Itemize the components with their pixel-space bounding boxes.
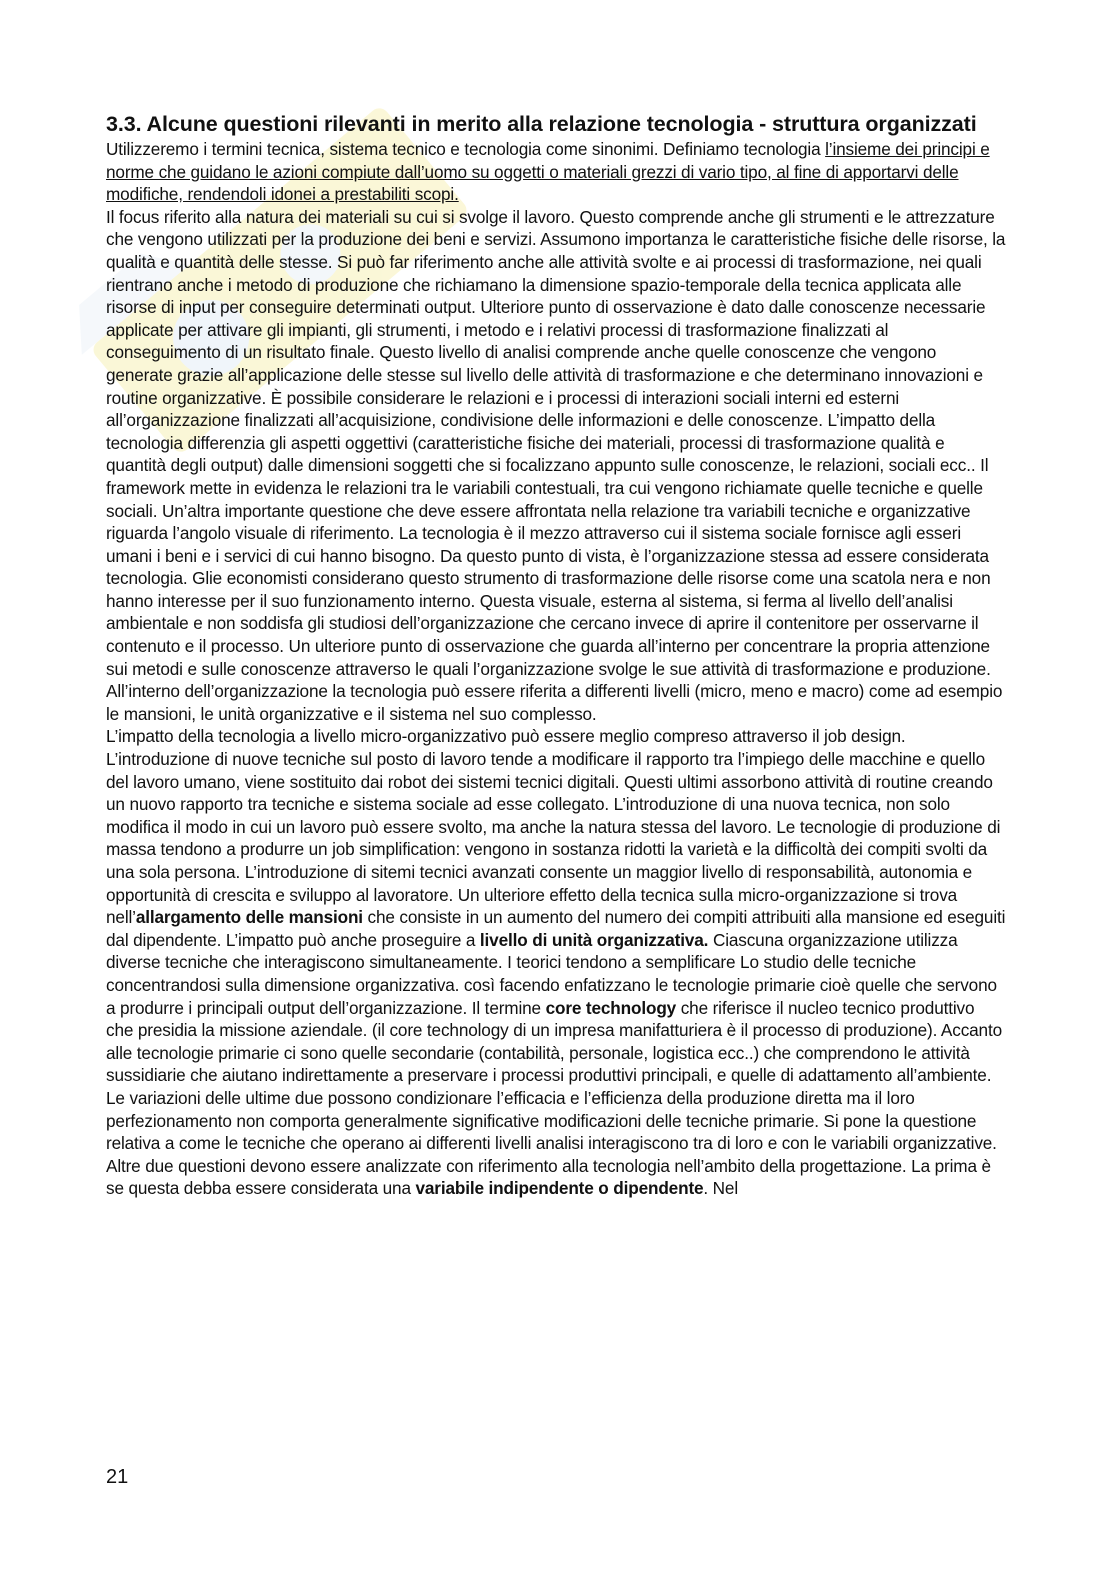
paragraph-text: Ciascuna organizzazione utilizza diverse tecniche che interagiscono simultaneamente. I teorici tendono a semplificare Lo studio delle tecniche concentrandosi sulla dimensione organizzativa. così facendo enfatizzano le tecnologie primarie cioè quelle che servono a produrre i principali output dell’organizzazione. Il termine: [106, 929, 997, 1018]
paragraph-text: . Nel: [703, 1178, 739, 1199]
paragraph-text: L’impatto della tecnologia a livello micro-organizzativo può essere meglio compreso attraverso il job design. L’introduzione di nuove tecniche sul posto di lavoro tende a modificare il rapporto tra l’impiego delle macchine e quello del lavoro umano, viene sostituito dai robot dei sistemi tecnici digitali. Questi ultimi assorbono attività di routine creando un nuovo rapporto tra tecniche e sistema sociale ad esse collegato. L’introduzione di una nuova tecnica, non solo modifica il modo in cui un lavoro può essere svolto, ma anche la natura stessa del lavoro. Le tecnologie di produzione di massa tendono a produrre un job simplification: vengono in sostanza ridotti la varietà e la difficoltà dei compiti svolti da una sola persona. L’introduzione di sitemi tecnici avanzati consente un maggior livello di responsabilità, autonomia e opportunità di crescita e sviluppo al lavoratore. Un ulteriore effetto della tecnica sulla micro-organizzazione si trova nell’: [106, 726, 1001, 928]
bold-term: variabile indipendente o dipendente: [415, 1178, 704, 1199]
paragraph-text: Utilizzeremo i termini tecnica, sistema tecnico e tecnologia come sinonimi. Definiamo tecnologia: [106, 139, 826, 159]
document-page: [106, 110, 1006, 1200]
bold-term: livello di unità organizzativa.: [479, 929, 709, 950]
paragraph-analysis: Il focus riferito alla natura dei materiali su cui si svolge il lavoro. Questo comprende anche gli strumenti e le attrezzature che vengono utilizzati per la produzione dei beni e servizi. Assumono importanza le caratteristiche fisiche delle risorse, la qualità e quantità delle stesse. Si può far riferimento anche alle attività svolte e ai processi di trasformazione, nei quali rientrano anche i metodo di produzione che richiamano la dimensione spazio-temporale della tecnica applicata alle risorse di input per conseguire determinati output. Ulteriore punto di osservazione è dato dalle conoscenze necessarie applicate per attivare gli impianti, gli strumenti, i metodo e i relativi processi di trasformazione finalizzati al conseguimento di un risultato finale. Questo livello di analisi comprende anche quelle conoscenze che vengono generate grazie all’applicazione delle stesse sul livello delle attività di trasformazione e che determinano innovazioni e routine organizzative. È possibile considerare le relazioni e i processi di interazioni sociali interni ed esterni all’organizzazione finalizzati all’acquisizione, condivisione delle informazioni e delle conoscenze. L’impatto della tecnologia differenzia gli aspetti oggettivi (caratteristiche fisiche dei materiali, processi di trasformazione qualità e quantità degli output) dalle dimensioni soggetti che si focalizzano appunto sulle conoscenze, le relazioni, sociali ecc.. Il framework mette in evidenza le relazioni tra le variabili contestuali, tra cui vengono richiamate quelle tecniche e quelle sociali. Un’altra importante questione che deve essere affrontata nella relazione tra variabili tecniche e organizzative riguarda l’angolo visuale di riferimento. La tecnologia è il mezzo attraverso cui il sistema sociale fornisce agli esseri umani i beni e i servici di cui hanno bisogno. Da questo punto di vista, è l’organizzazione stessa ad essere considerata tecnologia. Glie economisti considerano questo strumento di trasformazione delle risorse come una scatola nera e non hanno interesse per il suo funzionamento interno. Questa visuale, esterna al sistema, si ferma al livello dell’analisi ambientale e non soddisfa gli studiosi dell’organizzazione che cercano invece di aprire il contenitore per osservarne il contenuto e il processo. Un ulteriore punto di osservazione che guarda all’interno per concentrare la propria attenzione sui metodi e sulle conoscenze attraverso le quali l’organizzazione svolge le sue attività di trasformazione e produzione. All’interno dell’organizzazione la tecnologia può essere riferita a differenti livelli (micro, meno e macro) come ad esempio le mansioni, le unità organizzative e il sistema nel suo complesso.: [106, 206, 1006, 724]
bold-term: allargamento delle mansioni: [135, 907, 363, 928]
section-heading: 3.3. Alcune questioni rilevanti in merito alla relazione tecnologia - struttura organizzati: [106, 112, 977, 136]
paragraph-text: che consiste in un aumento del numero dei compiti attribuiti alla mansione ed eseguiti dal dipendente. L’impatto può anche proseguire a: [106, 907, 1006, 950]
page-number: 21: [106, 1466, 129, 1488]
paragraph-definition: [106, 138, 1006, 206]
paragraph-text: che riferisce il nucleo tecnico produttivo che presidia la missione aziendale. (il core technology di un impresa manifatturiera è il processo di produzione). Accanto alle tecnologie primarie ci sono quelle secondarie (contabilità, personale, logistica ecc..) che comprendono le attività sussidiarie che aiutano indirettamente a preservare i processi produttivi principali, e quelle di adattamento all’ambiente. Le variazioni delle ultime due possono condizionare l’efficacia e l’efficienza della produzione diretta ma il loro perfezionamento non comporta generalmente significative modificazioni delle tecniche primarie. Si pone la questione relativa a come le tecniche che operano ai differenti livelli analisi interagiscono tra di loro e con le variabili organizzative. Altre due questioni devono essere analizzate con riferimento alla tecnologia nell’ambito della progettazione. La prima è se questa debba essere considerata una: [106, 997, 1002, 1199]
paragraph-micro-organization: [106, 725, 1006, 1199]
document-body: [106, 138, 1006, 1200]
bold-term: core technology: [545, 997, 677, 1018]
underlined-definition: l’insieme dei principi e norme che guidano le azioni compiute dall’uomo su oggetti o materiali grezzi di vario tipo, al fine di apportarvi delle modifiche, rendendoli idonei a prestabiliti scopi.: [106, 139, 990, 205]
